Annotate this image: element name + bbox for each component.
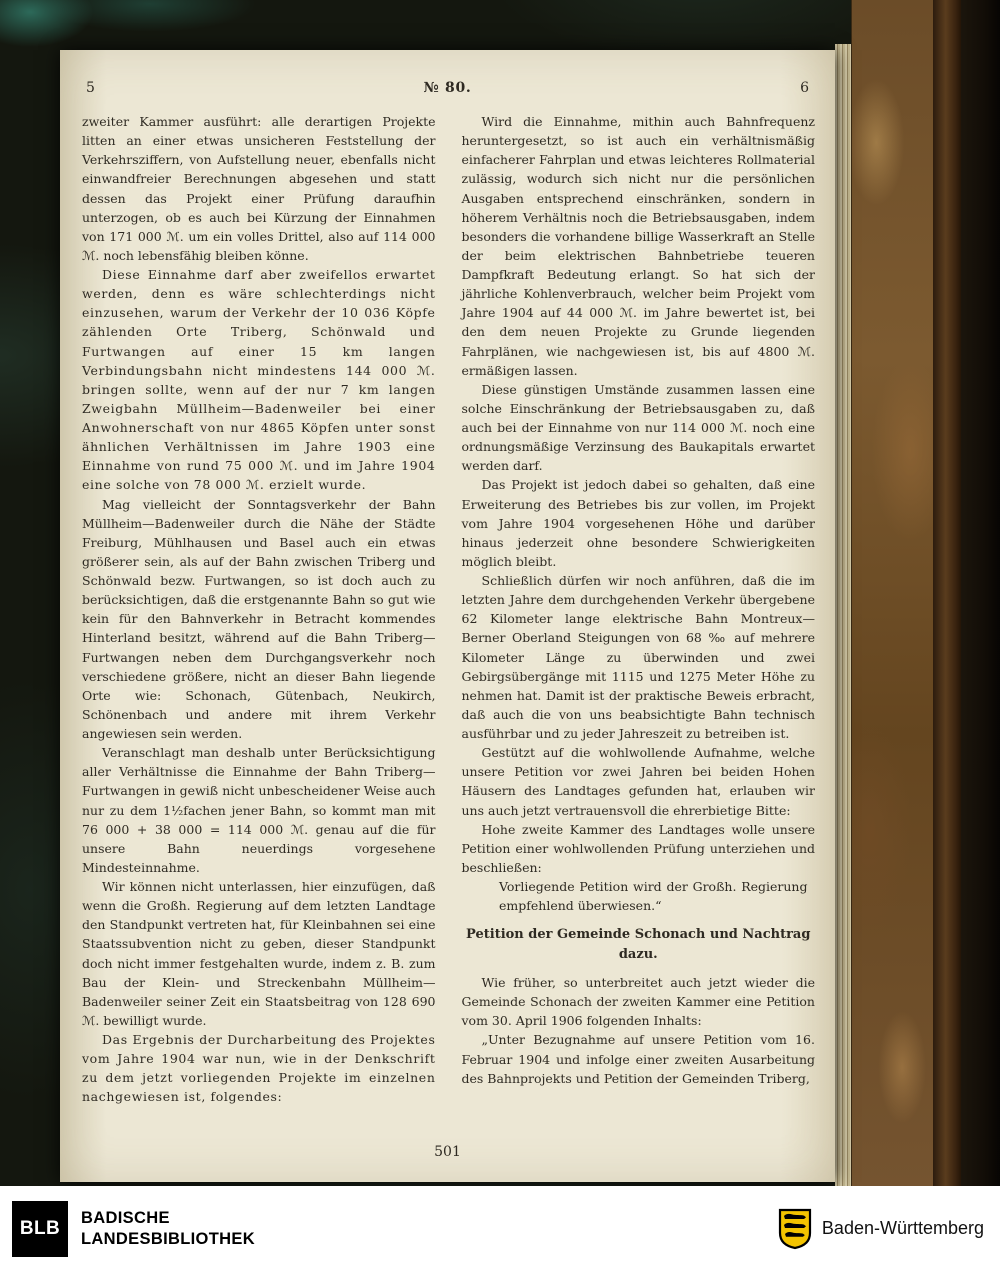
- blb-logo: BLB: [12, 1201, 68, 1257]
- paragraph: Veranschlagt man deshalb unter Berücksichtigung aller Verhältnisse die Einnahme der Bahn Triberg—Furtwangen in gewiß nicht unbescheidener Weise auch nur zu dem 1½fachen jener Bahn, so kommt man mit 76 000 + 38 000 = 114 000 ℳ. genau auf die für unsere Bahn neuerdings vorgesehene Mindesteinnahme.: [82, 745, 436, 875]
- paragraph: Wie früher, so unterbreitet auch jetzt wieder die Gemeinde Schonach der zweiten Kammer eine Petition vom 30. April 1906 folgenden Inhalts:: [461, 975, 815, 1029]
- paragraph: Gestützt auf die wohlwollende Aufnahme, welche unsere Petition vor zwei Jahren bei beiden Hohen Häusern des Landtages gefunden hat, erlauben wir uns auch jetzt vertrauensvoll die ehrerbietige Bitte:: [461, 745, 815, 818]
- paragraph: „Unter Bezugnahme auf unsere Petition vom 16. Februar 1904 und infolge einer zweiten Ausarbeitung des Bahnprojekts und Petition der Gemeinden Triberg,: [461, 1032, 815, 1086]
- paragraph: Das Projekt ist jedoch dabei so gehalten, daß eine Erweiterung des Betriebes bis zur vollen, im Projekt vom Jahre 1904 vorgesehenen Höhe und darüber hinaus jederzeit ohne besondere Schwierigkeiten möglich bleibt.: [461, 477, 815, 569]
- paragraph: Vorliegende Petition wird der Großh. Regierung empfehlend überwiesen.“: [499, 879, 808, 914]
- page-number-right: 6: [800, 80, 809, 96]
- library-name: [81, 1208, 255, 1249]
- paragraph: Wird die Einnahme, mithin auch Bahnfrequenz heruntergesetzt, so ist auch ein verhältnismäßig einfacherer Fahrplan und etwas leichteres Rollmaterial zulässig, wodurch sich nicht nur die persönlichen Ausgaben entsprechend einschränken, sondern in höherem Verhältnis noch die Betriebsausgaben, indem besonders die vorhandene billige Wasserkraft an Stelle der beim elektrischen Bahnbetriebe teueren Dampfkraft Bedeutung erlangt. So hat sich der jährliche Kohlenverbrauch, welcher beim Projekt vom Jahre 1904 auf 44 000 ℳ. im Jahre bewertet ist, bei den dem neuen Projekte zu Grunde liegenden Fahrplänen, wie nachgewiesen ist, bis auf 4800 ℳ. ermäßigen lassen.: [461, 114, 815, 378]
- region-name: Baden-Württemberg: [821, 1218, 984, 1238]
- library-name-line2: LANDESBIBLIOTHEK: [81, 1229, 255, 1248]
- page-number-footer: 501: [434, 1144, 461, 1160]
- paragraph: Schließlich dürfen wir noch anführen, daß die im letzten Jahre dem durchgehenden Verkehr übergebene 62 Kilometer lange elektrische Bahn Montreux—Berner Oberland Steigungen von 68 ‰ auf mehrere Kilometer Länge zu überwinden und zwei Gebirgsübergänge mit 1115 und 1275 Meter Höhe zu nehmen hat. Damit ist der praktische Beweis erbracht, daß auch die von uns beabsichtigte Bahn technisch ausführbar und zu jeder Jahreszeit zu betreiben ist.: [461, 573, 815, 741]
- book-spine: [933, 0, 961, 1186]
- library-branding: [12, 1201, 255, 1257]
- book-cover-marble: [851, 0, 933, 1186]
- section-heading: Petition der Gemeinde Schonach und Nachtrag dazu.: [466, 927, 811, 963]
- region-branding: [778, 1208, 984, 1250]
- book-page-edges: [835, 44, 851, 1186]
- issue-number: № 80.: [423, 80, 472, 96]
- text-column-right: [462, 112, 816, 1134]
- paragraph: zweiter Kammer ausführt: alle derartigen Projekte litten an einer etwas unsicheren Feststellung der Verkehrsziffern, von Aufstellung neuer, ebenfalls nicht einwandfreier Berechnungen abgesehen und statt dessen das Projekt einer Prüfung daraufhin unterzogen, ob es auch bei Kürzung der Einnahmen von 171 000 ℳ. um ein volles Drittel, also auf 114 000 ℳ. noch lebensfähig bleiben könne.: [82, 114, 436, 263]
- book-page: [60, 50, 835, 1182]
- paragraph: Mag vielleicht der Sonntagsverkehr der Bahn Müllheim—Badenweiler durch die Nähe der Städte Freiburg, Mühlhausen und Basel auch ein etwas größerer sein, als auf der Bahn zwischen Triberg und Schönwald bezw. Furtwangen, so ist doch auch zu berücksichtigen, daß die erstgenannte Bahn so gut wie kein für den Bahnverkehr in Betracht kommendes Hinterland besitzt, während auf die Bahn Triberg—Furtwangen neben dem Durchgangsverkehr noch verschiedene größere, nicht an dieser Bahn liegende Orte wie: Schonach, Gütenbach, Neukirch, Schönenbach und andere mit ihrem Verkehr angewiesen sein werden.: [82, 496, 436, 741]
- coat-of-arms-icon: [778, 1208, 812, 1250]
- paragraph: Diese günstigen Umstände zusammen lassen eine solche Einschränkung der Betriebsausgaben zu, daß auch bei der Einnahme von nur 114 000 ℳ. noch eine ordnungsmäßige Verzinsung des Baukapitals erwartet werden darf.: [461, 381, 815, 474]
- text-columns: [60, 100, 835, 1134]
- paragraph: Das Ergebnis der Durcharbeitung des Projektes vom Jahre 1904 war nun, wie in der Denkschrift zu dem jetzt vorliegenden Projekte im einzelnen nachgewiesen ist, folgendes:: [82, 1032, 436, 1105]
- page-number-left: 5: [86, 80, 95, 96]
- paragraph: Hohe zweite Kammer des Landtages wolle unsere Petition einer wohlwollenden Prüfung unterziehen und beschließen:: [461, 821, 815, 875]
- text-column-left: [82, 112, 436, 1134]
- paragraph: Diese Einnahme darf aber zweifellos erwartet werden, denn es wäre schlechterdings nicht einzusehen, warum der Verkehr der 10 036 Köpfe zählenden Orte Triberg, Schönwald und Furtwangen auf einer 15 km langen Verbindungsbahn nicht mindestens 144 000 ℳ. bringen sollte, wenn auf der nur 7 km langen Zweigbahn Müllheim—Badenweiler bei einer Anwohnerschaft von nur 4865 Köpfen unter sonst ähnlichen Verhältnissen im Jahre 1903 eine Einnahme von rund 75 000 ℳ. und im Jahre 1904 eine solche von 78 000 ℳ. erzielt wurde.: [82, 267, 436, 493]
- scan-right-edge: [961, 0, 1000, 1186]
- library-name-line1: BADISCHE: [81, 1208, 170, 1227]
- paragraph: Wir können nicht unterlassen, hier einzufügen, daß wenn die Großh. Regierung auf dem letzten Landtage den Standpunkt vertreten hat, für Kleinbahnen sei eine Staatssubvention nicht zu geben, dieser Standpunkt doch nicht immer festgehalten wurde, indem z. B. zum Bau der Klein- und Streckenbahn Müllheim—Badenweiler seiner Zeit ein Staatsbeitrag von 128 690 ℳ. bewilligt wurde.: [82, 879, 436, 1028]
- library-footer-bar: [0, 1186, 1000, 1271]
- page-header: [60, 50, 835, 100]
